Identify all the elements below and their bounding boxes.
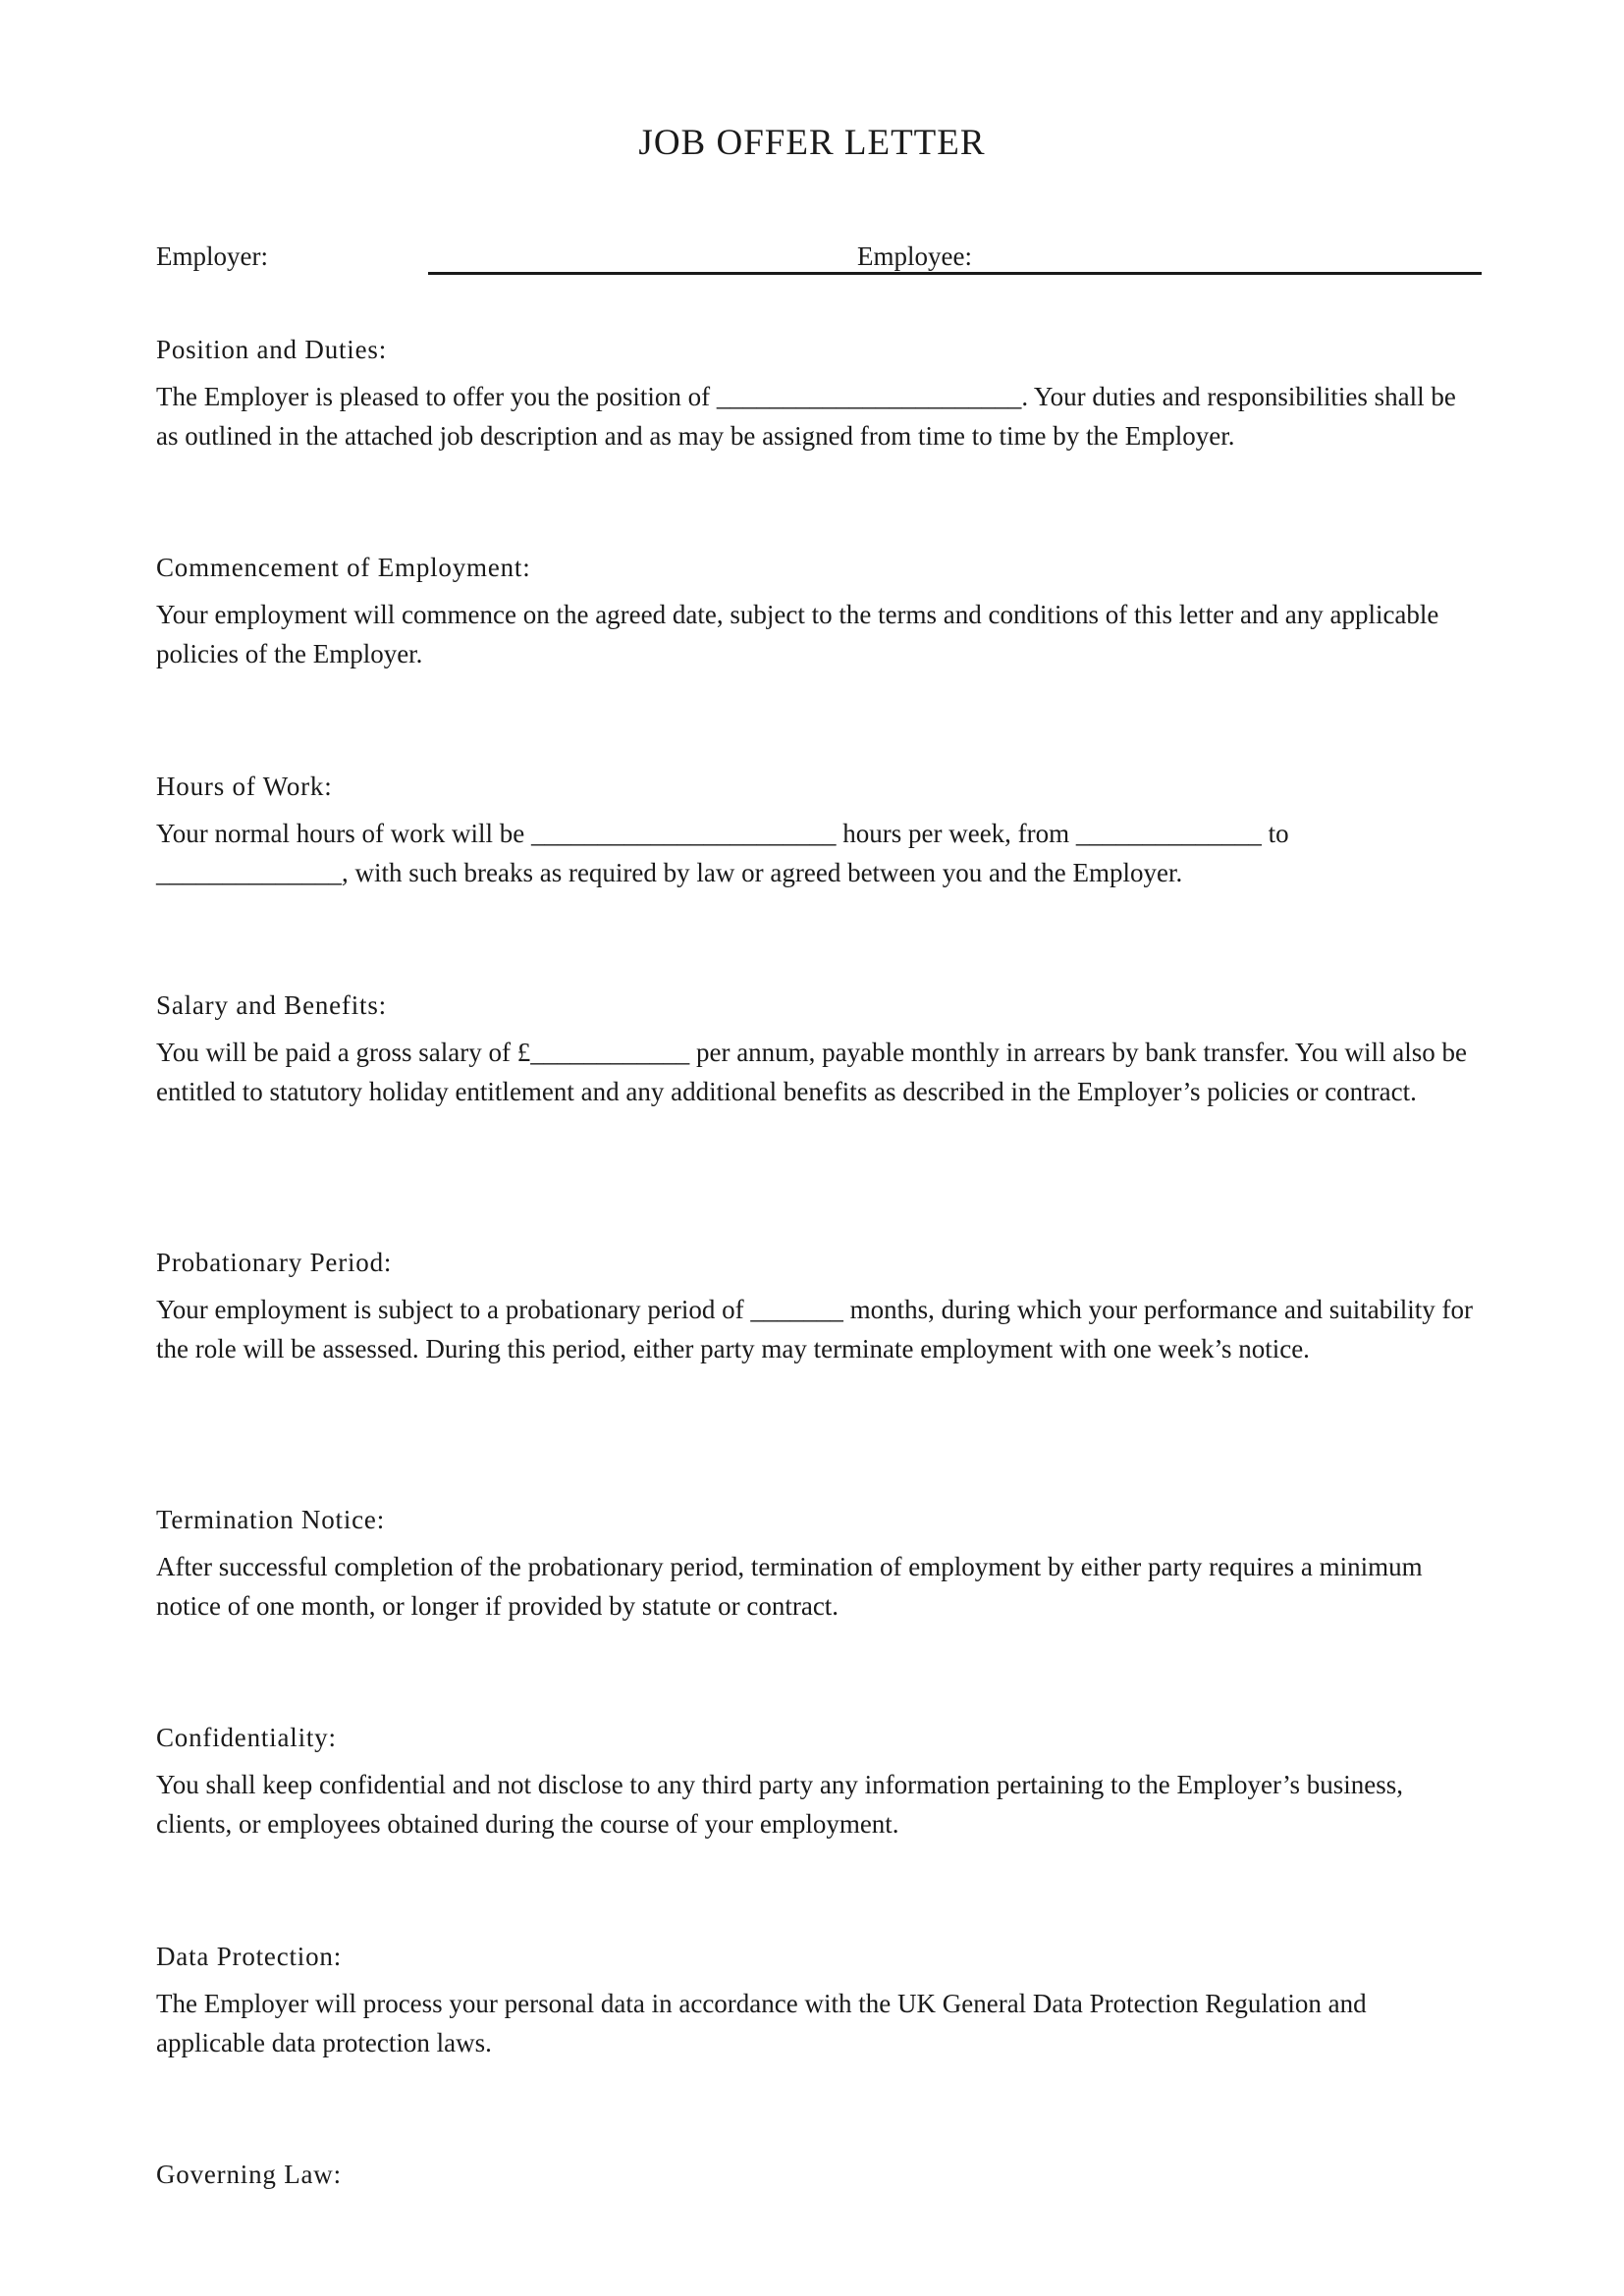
section-body: The Employer is pleased to offer you the position of _______________________. Your duties and responsibilities shall be as outlined in the attached job description and as may be assigned from time to time by the Employer. (156, 382, 1456, 451)
section-body: Your employment is subject to a probationary period of _______ months, during which your performance and suitability for the role will be assessed. During this period, either party may terminate employment with one week’s notice. (156, 1295, 1474, 1363)
section-body: Your normal hours of work will be _______________________ hours per week, from ______________ to ______________, with such breaks as required by law or agreed between you and the Employer. (156, 819, 1289, 887)
section-body: Your employment will commence on the agreed date, subject to the terms and conditions of this letter and any applicable policies of the Employer. (156, 600, 1439, 668)
employer-label: Employer: (156, 241, 268, 271)
section-confidentiality (156, 1718, 1482, 1843)
section-heading: Commencement of Employment: (156, 553, 531, 582)
section-body: After successful completion of the probationary period, termination of employment by either party requires a minimum notice of one month, or longer if provided by statute or contract. (156, 1552, 1423, 1621)
employee-label: Employee: (857, 241, 972, 271)
section-governing-law (156, 2155, 1482, 2194)
section-data-protection (156, 1937, 1482, 2062)
section-heading: Position and Duties: (156, 335, 388, 364)
section-commencement (156, 548, 1482, 673)
section-heading: Termination Notice: (156, 1505, 385, 1534)
section-heading: Governing Law: (156, 2160, 342, 2189)
parties-row (156, 234, 1482, 279)
document-title: JOB OFFER LETTER (638, 123, 986, 163)
section-heading: Probationary Period: (156, 1248, 393, 1277)
section-body: The Employer will process your personal data in accordance with the UK General Data Protection Regulation and applicable data protection laws. (156, 1989, 1367, 2057)
section-heading: Salary and Benefits: (156, 990, 387, 1020)
section-heading: Confidentiality: (156, 1723, 337, 1752)
section-salary-and-benefits (156, 986, 1482, 1111)
section-hours-of-work (156, 767, 1482, 892)
section-position-and-duties (156, 330, 1482, 455)
section-heading: Data Protection: (156, 1942, 342, 1971)
section-termination-notice (156, 1500, 1482, 1626)
section-body: You will be paid a gross salary of £____________ per annum, payable monthly in arrears by bank transfer. You will also be entitled to statutory holiday entitlement and any additional benefits as described in the Employer’s policies or contract. (156, 1038, 1468, 1106)
section-heading: Hours of Work: (156, 772, 333, 801)
section-body: You shall keep confidential and not disclose to any third party any information pertaining to the Employer’s business, clients, or employees obtained during the course of your employment. (156, 1770, 1404, 1839)
section-probationary-period (156, 1243, 1482, 1368)
